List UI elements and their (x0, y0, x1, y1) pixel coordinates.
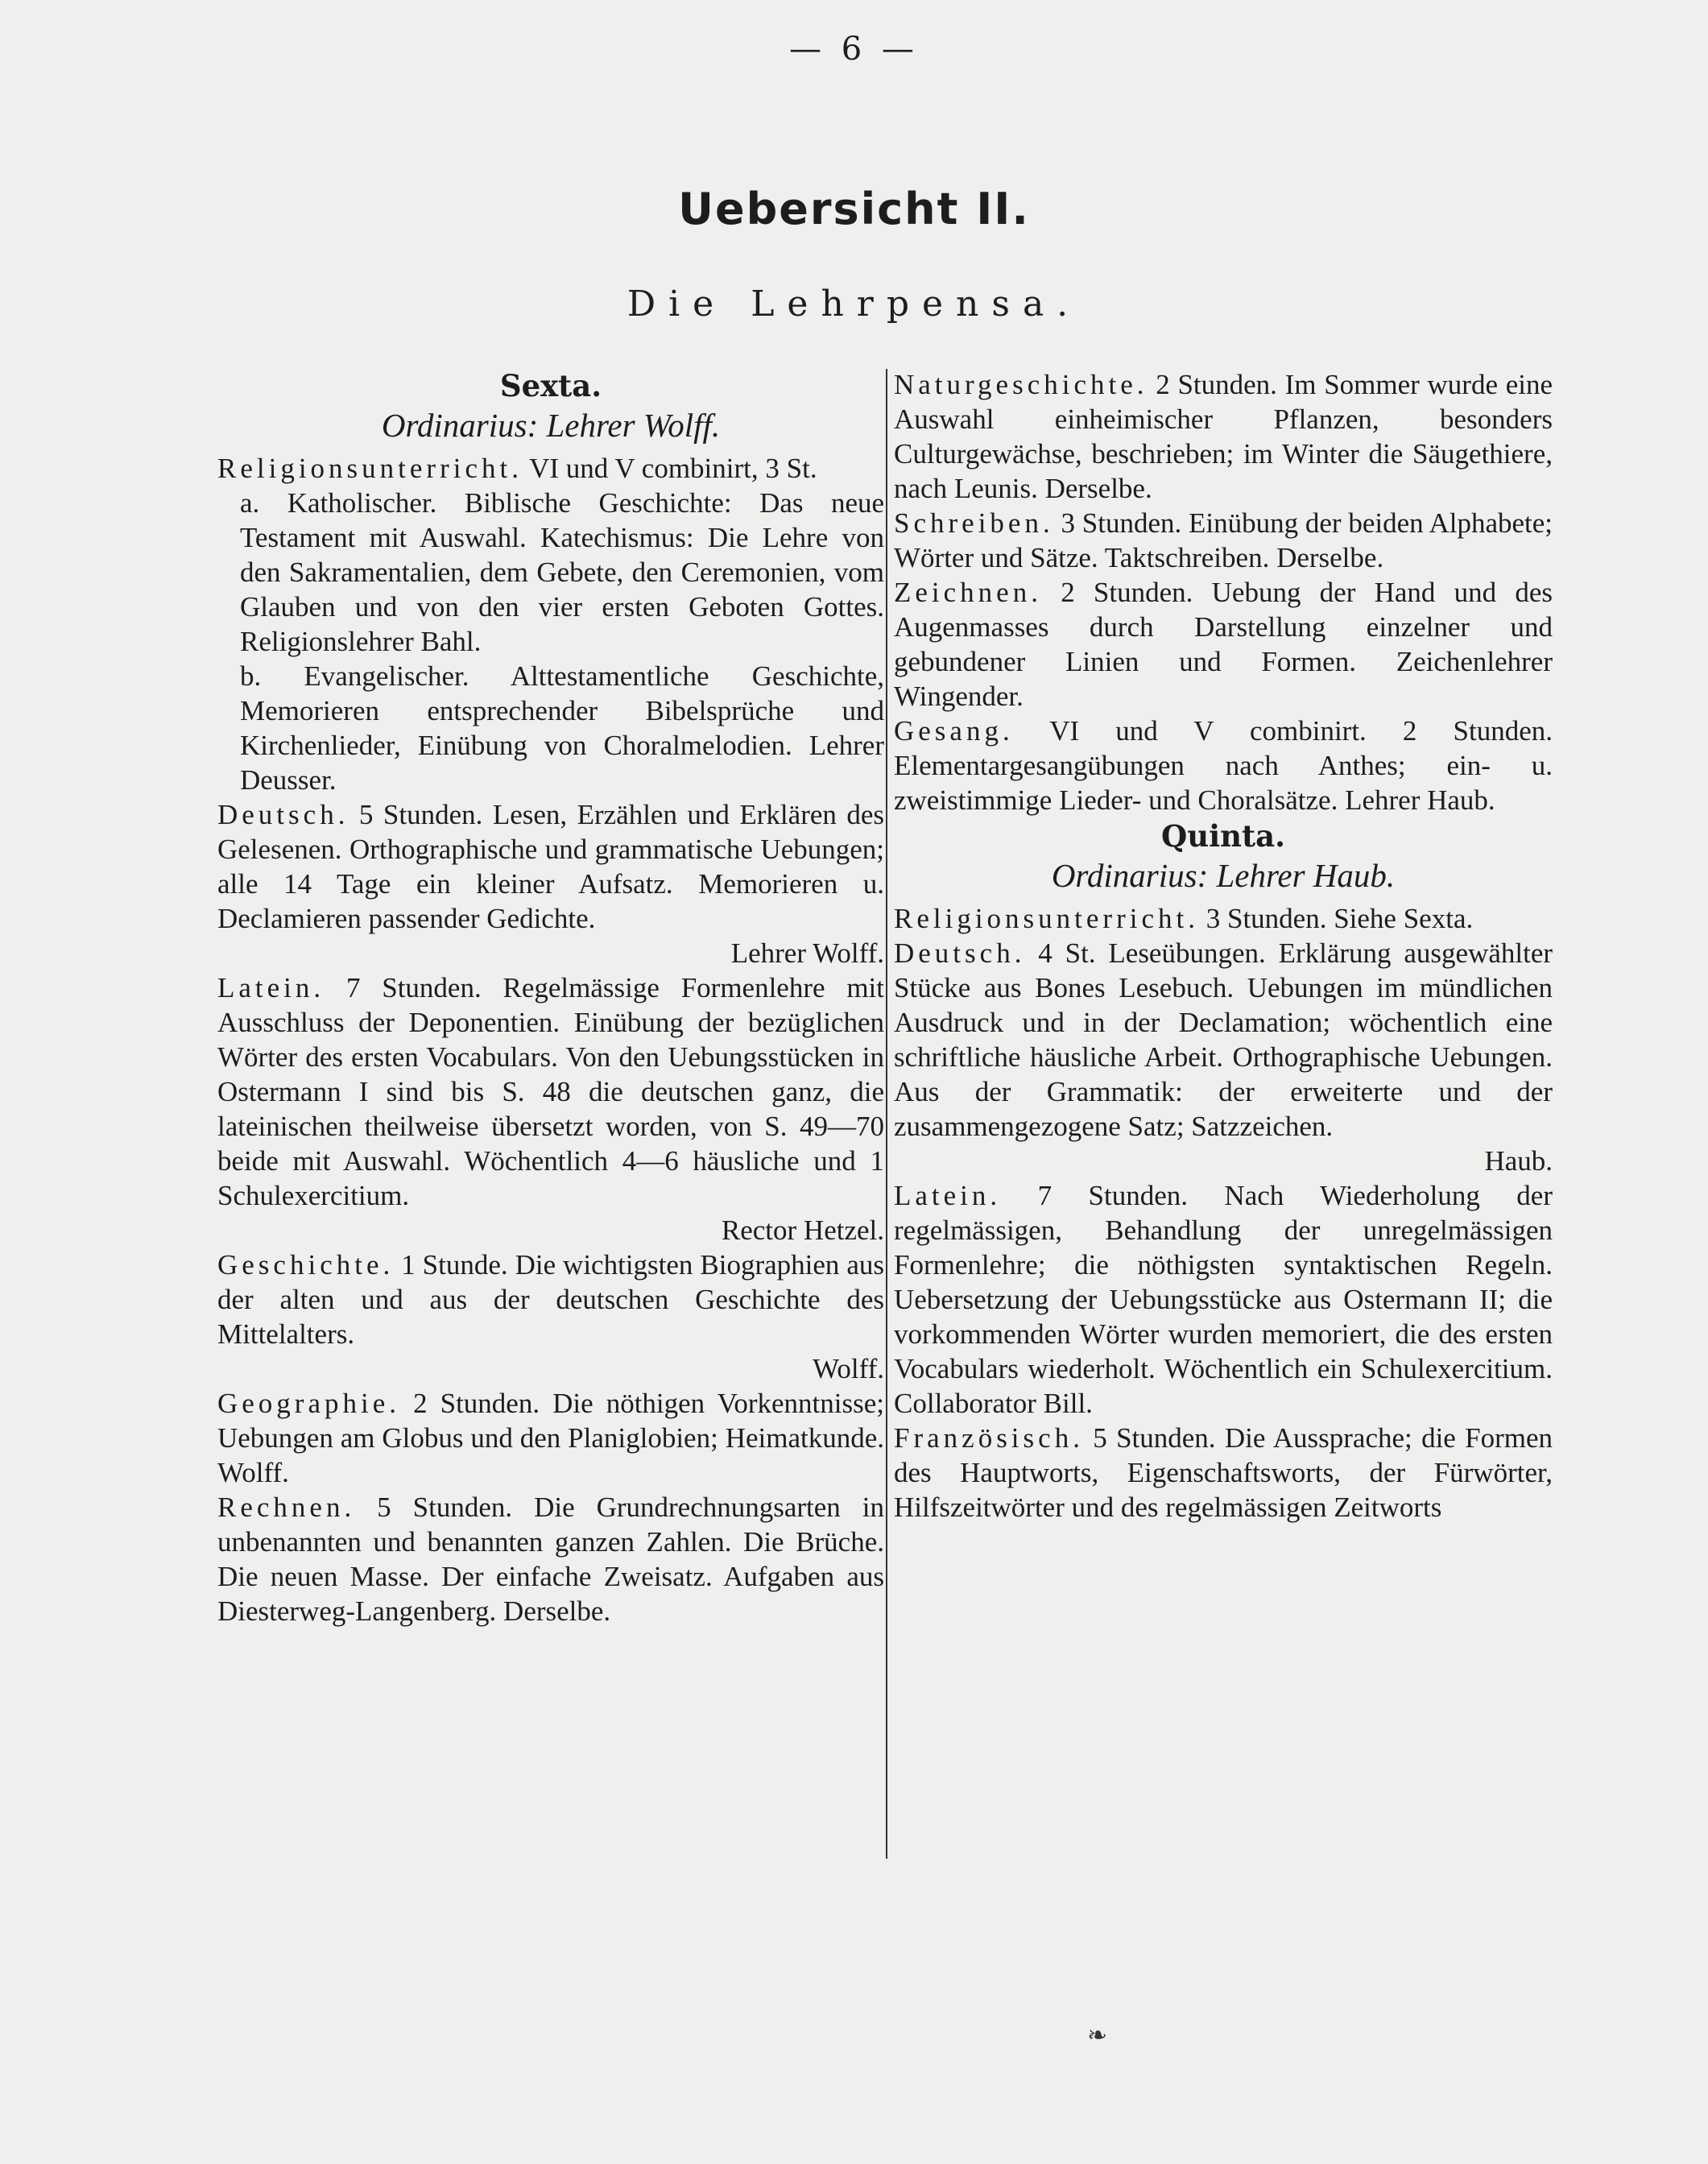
entry-naturgeschichte-sexta (894, 367, 1553, 506)
entry-text: Katholischer. Biblische Geschichte: Das neue Testament mit Auswahl. Katechismus: Die Lehre von den Sakramentalien, dem Gebete, den Ceremonien, vom Glauben und von den vier ersten Geboten Gottes. Religionslehrer Bahl. (240, 487, 885, 657)
entry-heading: Naturgeschichte. (894, 369, 1148, 400)
ordinarius-quinta: Ordinarius: Lehrer Haub. (1051, 857, 1396, 894)
entry-text: VI und V combinirt, 3 St. (529, 453, 817, 484)
entry-text: 7 Stunden. Nach Wiederholung der regelmässigen, Behandlung der unregelmässigen Formenlehre; die nöthigsten syntaktischen Regeln. Uebersetzung der Uebungsstücke aus Ostermann II; die vorkommenden Wörter wurden memoriert, die des ersten Vocabulars wiederholt. Wöchentlich ein Schulexercitium. Collaborator Bill. (894, 1180, 1553, 1419)
entry-text: 3 Stunden. Einübung der beiden Alphabete; Wörter und Sätze. Taktschreiben. Derselbe. (894, 507, 1553, 573)
entry-latein-sexta (217, 970, 884, 1248)
entry-heading: Rechnen. (217, 1492, 356, 1523)
column-divider (886, 369, 887, 1859)
entry-religion-quinta (894, 901, 1553, 936)
entry-text: VI und V combinirt. 2 Stunden. Elementargesangübungen nach Anthes; ein- u. zweistimmige Lieder- und Choralsätze. Lehrer Haub. (894, 715, 1553, 816)
entry-label: a. (240, 487, 260, 519)
page-subtitle: Die Lehrpensa. (627, 283, 1081, 325)
page-number: — 6 — (789, 31, 919, 68)
entry-heading: Geographie. (217, 1388, 401, 1419)
entry-heading: Zeichnen. (894, 577, 1042, 608)
entry-text: 1 Stunde. Die wichtigsten Biographien aus der alten und aus der deutschen Geschichte des Mittelalters. (217, 1249, 884, 1350)
entry-text: 2 Stunden. Uebung der Hand und des Augenmasses durch Darstellung einzelner und gebundener Linien und Formen. Zeichenlehrer Wingender. (894, 577, 1553, 712)
entry-zeichnen-sexta (894, 575, 1553, 714)
entry-teacher: Rector Hetzel. (721, 1214, 884, 1246)
entry-heading: Deutsch. (894, 937, 1026, 969)
entry-geographie-sexta (217, 1386, 884, 1490)
entry-text: 5 Stunden. Die Aussprache; die Formen des Hauptworts, Eigenschaftsworts, der Fürwörter, Hilfszeitwörter und des regelmässigen Zeitworts (894, 1422, 1553, 1523)
entry-text: 5 Stunden. Lesen, Erzählen und Erklären des Gelesenen. Orthographische und grammatische Uebungen; alle 14 Tage ein kleiner Aufsatz. Memorieren u. Declamieren passender Gedichte. (217, 799, 885, 934)
entry-teacher: Wolff. (813, 1353, 884, 1384)
entry-gesang-sexta (894, 714, 1553, 817)
entry-religion-catholic (217, 486, 884, 659)
section-title-sexta: Sexta. (499, 368, 602, 403)
entry-heading: Latein. (217, 972, 325, 1003)
entry-latein-quinta (894, 1178, 1553, 1421)
entry-deutsch-quinta (894, 936, 1553, 1178)
entry-schreiben-sexta (894, 506, 1553, 575)
entry-text: 5 Stunden. Die Grundrechnungsarten in unbenannten und benannten ganzen Zahlen. Die Brüche. Die neuen Masse. Der einfache Zweisatz. Aufgaben aus Diesterweg-Langenberg. Derselbe. (217, 1492, 884, 1627)
entry-geschichte-sexta (217, 1248, 884, 1386)
section-title-quinta: Quinta. (1160, 818, 1286, 854)
right-column (894, 367, 1553, 1525)
entry-teacher: Lehrer Wolff. (730, 937, 884, 969)
entry-text: 2 Stunden. Im Sommer wurde eine Auswahl einheimischer Pflanzen, besonders Culturgewächse, beschrieben; im Winter die Säugethiere, nach Leunis. Derselbe. (894, 369, 1553, 504)
catchword-mark-icon: ❧ (1087, 2021, 1108, 2050)
page-title: Uebersicht II. (678, 184, 1030, 234)
entry-heading: Schreiben. (894, 507, 1054, 539)
entry-label: b. (240, 660, 262, 692)
entry-text: 3 Stunden. Siehe Sexta. (1206, 903, 1474, 934)
left-column (217, 367, 884, 1628)
entry-franzoesisch-quinta (894, 1421, 1553, 1525)
entry-religion-protestant (217, 659, 884, 797)
entry-rechnen-sexta (217, 1490, 884, 1628)
entry-heading: Religionsunterricht. (217, 453, 523, 484)
ordinarius-sexta: Ordinarius: Lehrer Wolff. (381, 407, 721, 444)
entry-heading: Religionsunterricht. (894, 903, 1199, 934)
entry-heading: Gesang. (894, 715, 1014, 747)
entry-heading: Latein. (894, 1180, 1002, 1211)
entry-heading: Deutsch. (217, 799, 349, 830)
entry-heading: Französisch. (894, 1422, 1084, 1454)
entry-text: 2 Stunden. Die nöthigen Vorkenntnisse; Uebungen am Globus und den Planiglobien; Heimatkunde. Wolff. (217, 1388, 884, 1488)
entry-teacher: Haub. (1484, 1145, 1553, 1177)
entry-text: Evangelischer. Alttestamentliche Geschichte, Memorieren entsprechender Bibelsprüche und Kirchenlieder, Einübung von Choralmelodien. Lehrer Deusser. (240, 660, 884, 796)
entry-text: 7 Stunden. Regelmässige Formenlehre mit Ausschluss der Deponentien. Einübung der bezüglichen Wörter des ersten Vocabulars. Von den Uebungsstücken in Ostermann I sind bis S. 48 die deutschen ganz, die lateinischen theilweise übersetzt worden, von S. 49—70 beide mit Auswahl. Wöchentlich 4—6 häusliche und 1 Schulexercitium. (217, 972, 884, 1211)
entry-religion-sexta (217, 451, 884, 486)
entry-deutsch-sexta (217, 797, 884, 970)
entry-text: 4 St. Leseübungen. Erklärung ausgewählter Stücke aus Bones Lesebuch. Uebungen im mündlichen Ausdruck und in der Declamation; wöchentlich eine schriftliche häusliche Arbeit. Orthographische Uebungen. Aus der Grammatik: der erweiterte und der zusammengezogene Satz; Satzzeichen. (894, 937, 1553, 1142)
entry-heading: Geschichte. (217, 1249, 395, 1281)
